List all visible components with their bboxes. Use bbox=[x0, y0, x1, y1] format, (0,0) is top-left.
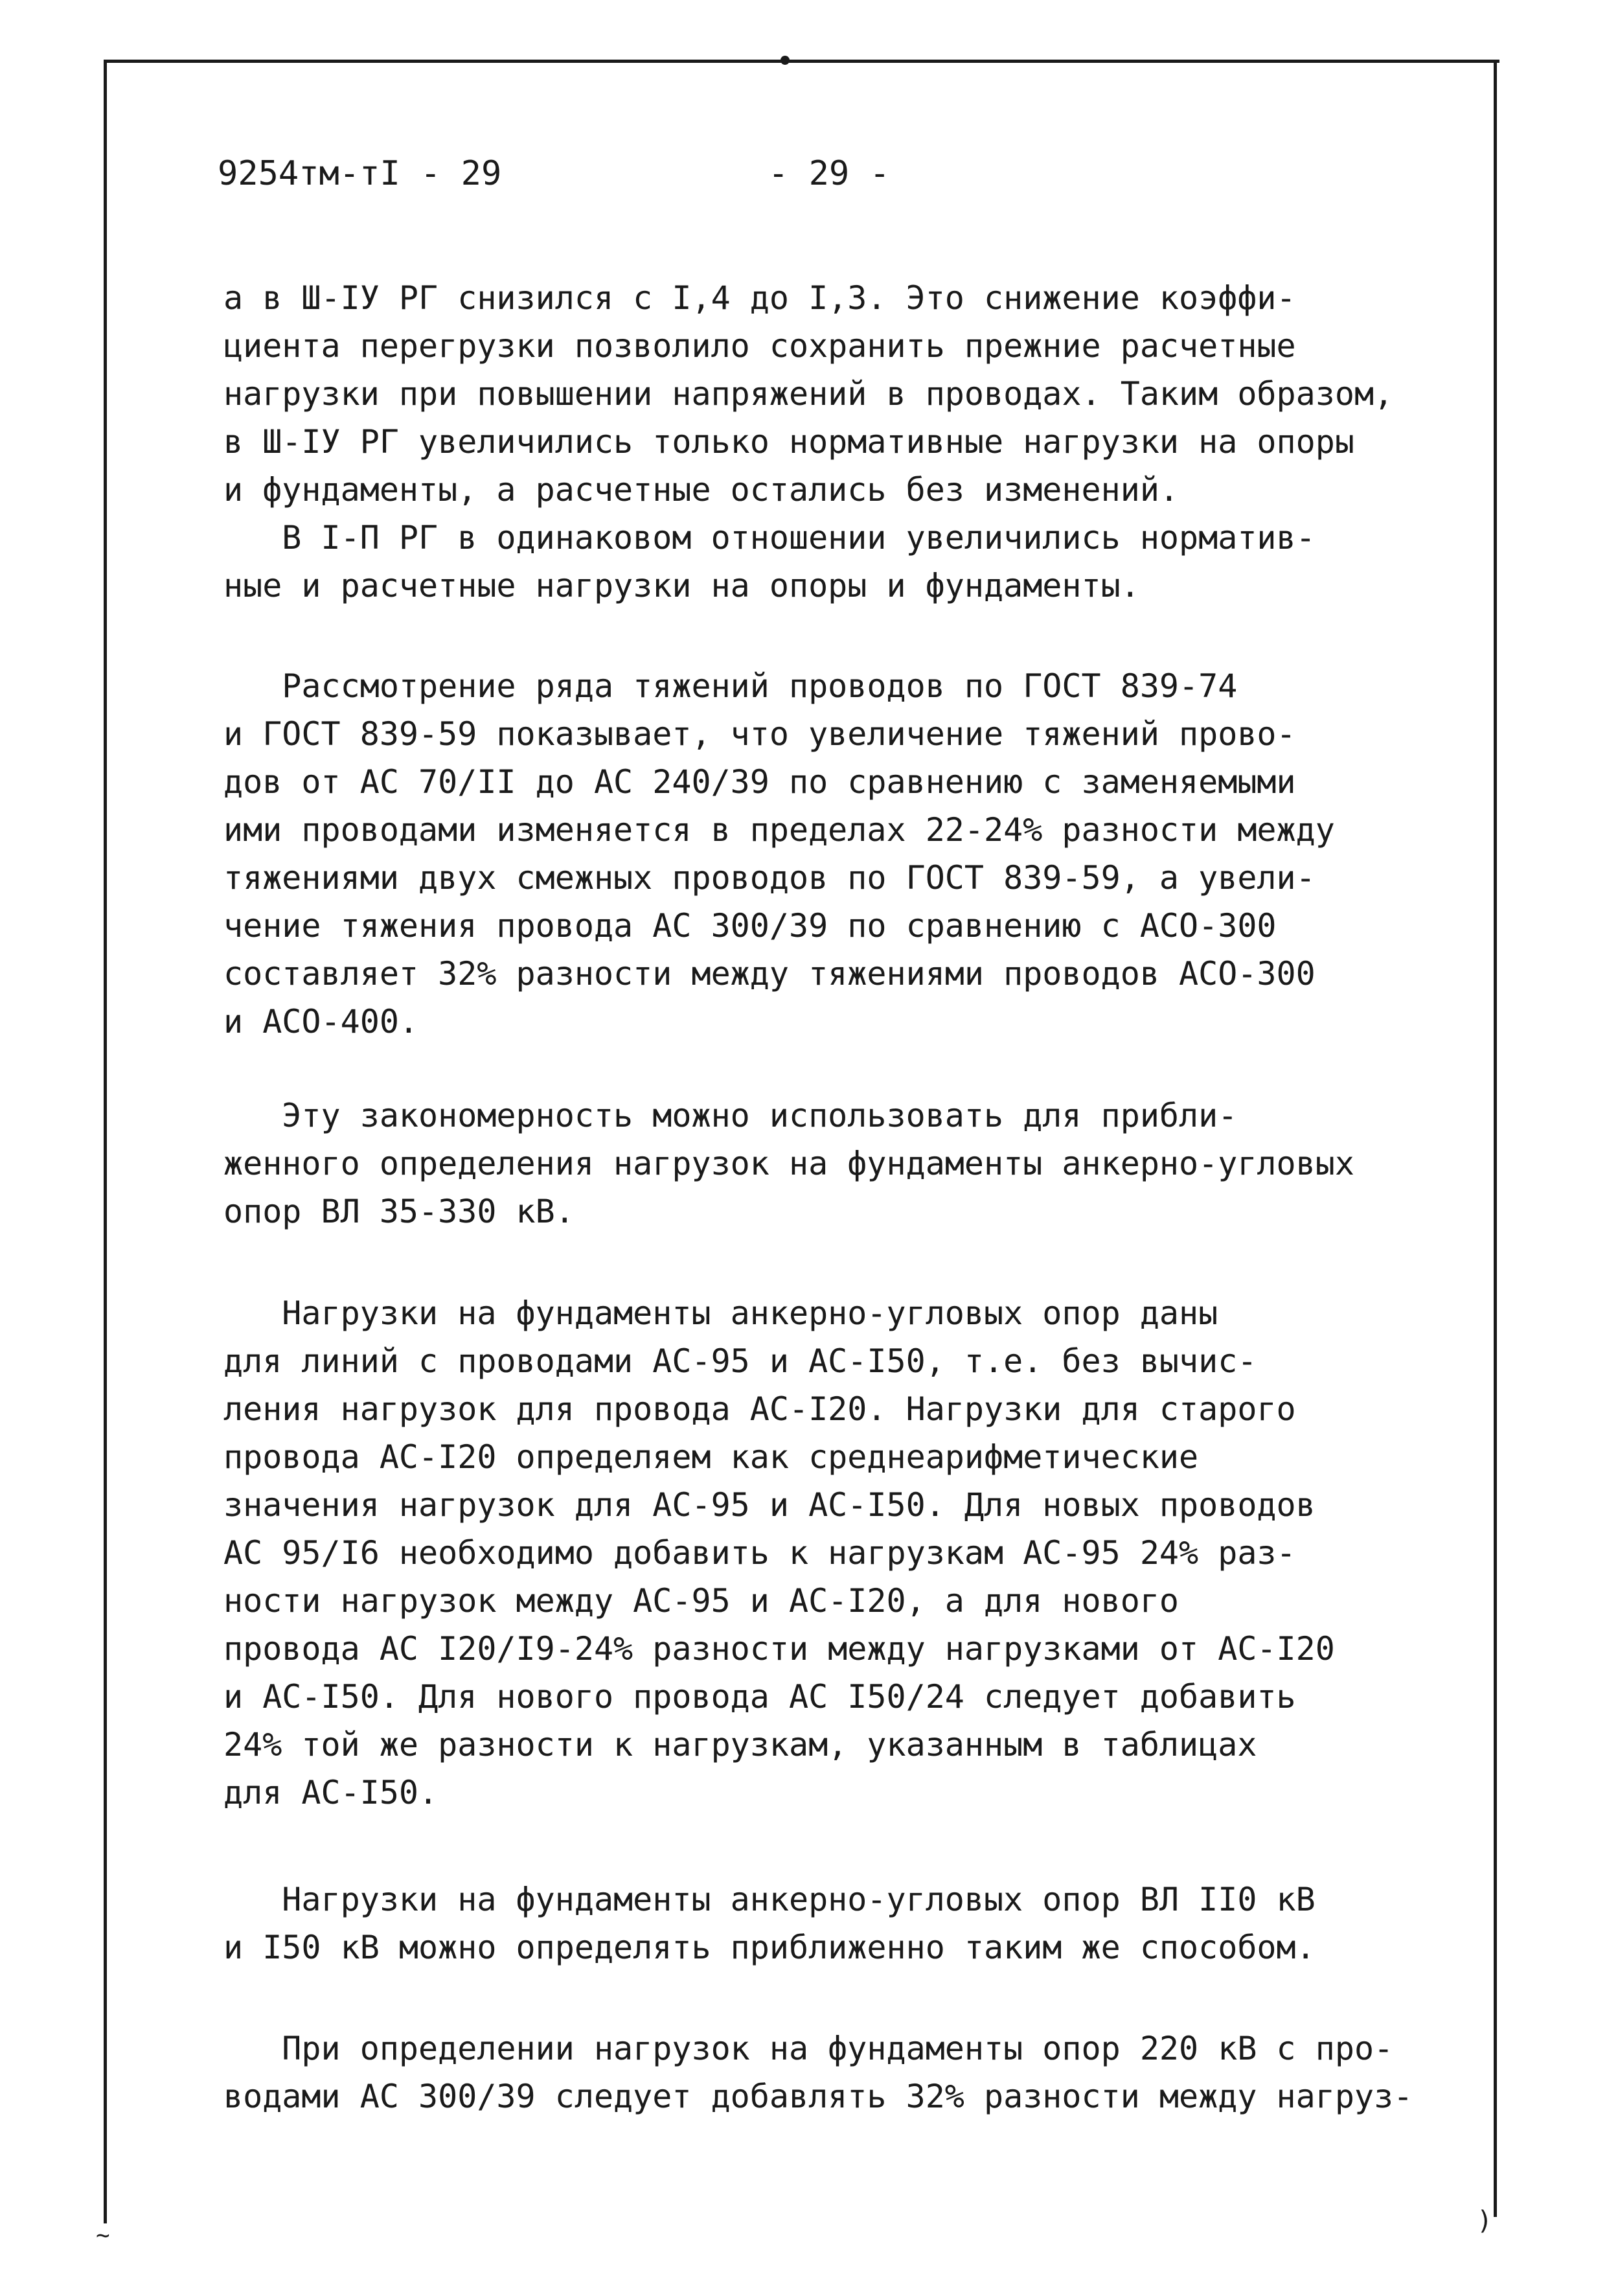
text-line: нагрузки при повышении напряжений в проводах. Таким образом, bbox=[223, 375, 1394, 413]
frame-left-border bbox=[104, 60, 107, 2223]
page-header bbox=[218, 154, 1448, 200]
text-line: значения нагрузок для АС-95 и АС-I50. Для новых проводов bbox=[223, 1486, 1316, 1524]
paragraph-4 bbox=[223, 1092, 1454, 1235]
text-line: и фундаменты, а расчетные остались без изменений. bbox=[223, 471, 1180, 509]
text-line: провода АС-I20 определяем как среднеарифметические bbox=[223, 1438, 1199, 1476]
text-line: и АСО-400. bbox=[223, 1003, 419, 1040]
text-line: АС 95/I6 необходимо добавить к нагрузкам АС-95 24% раз- bbox=[223, 1534, 1296, 1572]
paragraph-6 bbox=[223, 1876, 1454, 1971]
text-line: женного определения нагрузок на фундаменты анкерно-угловых bbox=[223, 1145, 1354, 1182]
page-number: - 29 - bbox=[768, 154, 890, 193]
text-line: водами АС 300/39 следует добавлять 32% разности между нагруз- bbox=[223, 2078, 1413, 2115]
text-line: тяжениями двух смежных проводов по ГОСТ 839-59, а увели- bbox=[223, 859, 1316, 897]
text-line: в Ш-IУ РГ увеличились только нормативные нагрузки на опоры bbox=[223, 423, 1354, 461]
text-line: Нагрузки на фундаменты анкерно-угловых опор ВЛ II0 кВ bbox=[223, 1881, 1316, 1918]
paragraph-5 bbox=[223, 1289, 1454, 1817]
frame-top-mark bbox=[781, 56, 790, 65]
text-line: и I50 кВ можно определять приближенно таким же способом. bbox=[223, 1929, 1316, 1966]
text-line: а в Ш-IУ РГ снизился с I,4 до I,3. Это снижение коэффи- bbox=[223, 279, 1296, 317]
text-line: составляет 32% разности между тяжениями проводов АСО-300 bbox=[223, 955, 1316, 993]
text-line: и ГОСТ 839-59 показывает, что увеличение тяжений прово- bbox=[223, 715, 1296, 753]
text-line: ные и расчетные нагрузки на опоры и фундаменты. bbox=[223, 567, 1140, 604]
text-line: ими проводами изменяется в пределах 22-24% разности между bbox=[223, 811, 1335, 849]
paragraph-7 bbox=[223, 2025, 1454, 2120]
text-line: дов от АС 70/II до АС 240/39 по сравнению с заменяемыми bbox=[223, 763, 1296, 801]
paragraph-2 bbox=[223, 514, 1454, 610]
text-line: и АС-I50. Для нового провода АС I50/24 следует добавить bbox=[223, 1678, 1296, 1716]
text-line: чение тяжения провода АС 300/39 по сравнению с АСО-300 bbox=[223, 907, 1277, 945]
corner-mark-left: ~ bbox=[96, 2222, 110, 2249]
text-line: опор ВЛ 35-330 кВ. bbox=[223, 1193, 575, 1230]
paragraph-3 bbox=[223, 662, 1454, 1046]
text-line: ности нагрузок между АС-95 и АС-I20, а для нового bbox=[223, 1582, 1180, 1620]
corner-mark-right: ) bbox=[1477, 2206, 1493, 2236]
text-line: для линий с проводами АС-95 и АС-I50, т.е. без вычис- bbox=[223, 1342, 1257, 1380]
text-line: В I-П РГ в одинаковом отношении увеличились норматив- bbox=[223, 519, 1316, 557]
frame-right-border bbox=[1494, 60, 1497, 2217]
text-line: для АС-I50. bbox=[223, 1774, 439, 1811]
text-line: Нагрузки на фундаменты анкерно-угловых опор даны bbox=[223, 1294, 1218, 1332]
paragraph-1 bbox=[223, 274, 1454, 514]
frame-top-border bbox=[107, 60, 1499, 63]
document-code: 9254тм-тI - 29 bbox=[218, 154, 502, 193]
text-line: При определении нагрузок на фундаменты опор 220 кВ с про- bbox=[223, 2030, 1394, 2067]
text-line: циента перегрузки позволило сохранить прежние расчетные bbox=[223, 327, 1296, 365]
text-line: 24% той же разности к нагрузкам, указанным в таблицах bbox=[223, 1726, 1257, 1763]
text-line: Эту закономерность можно использовать для прибли- bbox=[223, 1097, 1238, 1134]
text-line: Рассмотрение ряда тяжений проводов по ГОСТ 839-74 bbox=[223, 667, 1238, 705]
text-line: провода АС I20/I9-24% разности между нагрузками от АС-I20 bbox=[223, 1630, 1335, 1668]
text-line: ления нагрузок для провода АС-I20. Нагрузки для старого bbox=[223, 1390, 1296, 1428]
